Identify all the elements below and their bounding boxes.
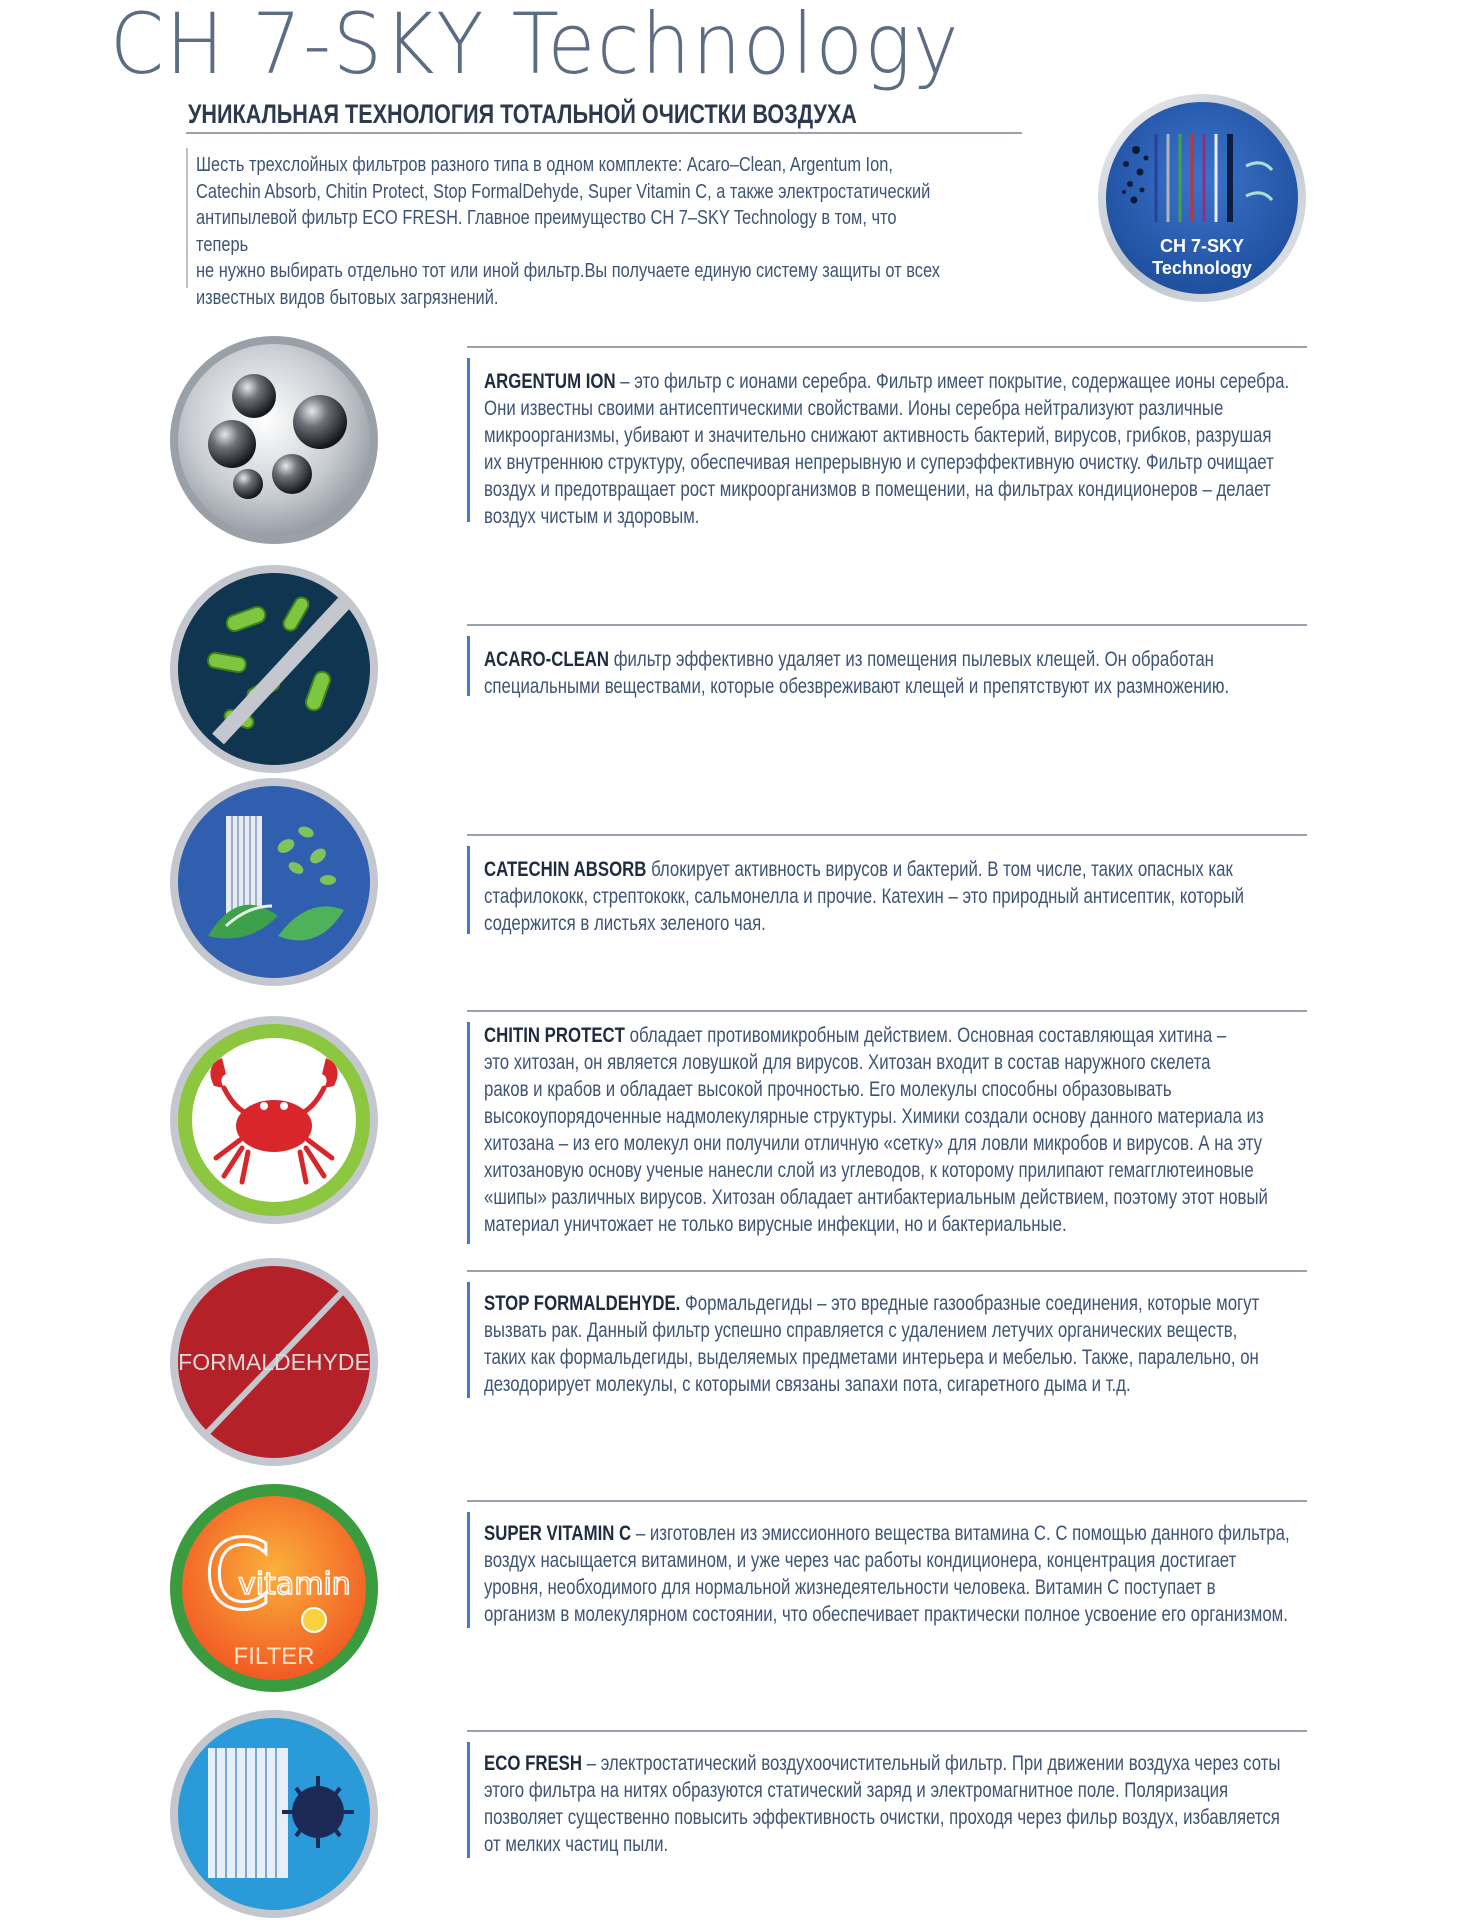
formaldehyde-crossed-icon xyxy=(168,1256,380,1468)
feature-keyword: ACARO-CLEAN xyxy=(484,648,610,671)
crab-icon xyxy=(168,1014,380,1226)
feature-keyword: STOP FORMALDEHYDE. xyxy=(484,1292,681,1315)
feature-argentum-ion: ARGENTUM ION – это фильтр с ионами серебра. Фильтр имеет покрытие, содержащее ионы серебра. Они известны своими антисептическими свойствами. Ионы серебра нейтрализуют различные микроорганизмы, убивают и значительно снижают активность бактерий, вирусов, грибков, разрушая их внутреннюю структуру, обеспечивая непрерывную и суперэффективную очистку. Фильтр очищает воздух и предотвращает рост микроорганизмов в помещении, на фильтрах кондиционеров – делает воздух чистым и здоровым. xyxy=(484,370,1290,528)
electrostatic-filter-icon xyxy=(168,1708,380,1920)
row-accent xyxy=(467,636,470,696)
formaldehyde-icon-label: FORMALDEHYDE xyxy=(178,1349,370,1375)
badge-line2: Technology xyxy=(1152,258,1252,278)
feature-keyword: SUPER VITAMIN C xyxy=(484,1522,632,1545)
row-accent xyxy=(467,1742,470,1858)
feature-stop-formaldehyde: STOP FORMALDEHYDE. Формальдегиды – это вредные газообразные соединения, которые могут вызвать рак. Данный фильтр успешно справляется с удалением летучих органических веществ, таких как формальдегиды, выделяемых предметами интерьера и мебелью. Также, паралельно, он дезодорирует молекулы, с которыми связаны запахи пота, сигаретного дыма и т.д. xyxy=(484,1292,1260,1396)
vitamin-word: vitamin xyxy=(238,1567,351,1602)
page-title: CH 7-SKY Technology xyxy=(110,0,961,93)
intro-paragraph xyxy=(196,152,948,311)
page-subtitle: УНИКАЛЬНАЯ ТЕХНОЛОГИЯ ТОТАЛЬНОЙ ОЧИСТКИ ВОЗДУХА xyxy=(188,99,857,129)
row-divider xyxy=(467,346,1307,348)
row-divider xyxy=(467,1730,1307,1732)
row-accent xyxy=(467,846,470,934)
feature-keyword: CATECHIN ABSORB xyxy=(484,858,647,881)
row-divider xyxy=(467,624,1307,626)
intro-line: антипылевой фильтр ECO FRESH. Главное преимущество CH 7–SKY Technology в том, что теперь xyxy=(196,206,897,256)
vitamin-c-icon xyxy=(168,1482,380,1694)
row-divider xyxy=(467,1270,1307,1272)
feature-keyword: ECO FRESH xyxy=(484,1752,583,1775)
badge-line1: CH 7-SKY xyxy=(1159,236,1245,256)
subtitle-divider xyxy=(186,132,1022,134)
row-accent xyxy=(467,1512,470,1628)
row-accent xyxy=(467,1022,470,1244)
feature-acaro-clean: ACARO-CLEAN фильтр эффективно удаляет из помещения пылевых клещей. Он обработан специальными веществами, которые обезвреживают клещей и препятствуют их размножению. xyxy=(484,648,1230,698)
feature-chitin-protect: CHITIN PROTECT обладает противомикробным действием. Основная составляющая хитина – это хитозан, он является ловушкой для вирусов. Хитозан входит в состав наружного скелета раков и крабов и обладает высокой прочностью. Его молекулы способны образовывать высокоупорядоченные надмолекулярные структуры. Химики создали основу данного материала из хитозана – из его молекул они получили отличную «сетку» для ловли микробов и вирусов. А на эту хитозановую основу ученые нанесли слой из углеводов, к которому прилипают гемагглютеиновые «шипы» различных вирусов. Хитозан обладает антибактериальным действием, поэтому этот новый материал уничтожает не только вирусные инфекции, но и бактериальные. xyxy=(484,1024,1268,1236)
row-divider xyxy=(467,1010,1307,1012)
row-divider xyxy=(467,834,1307,836)
silver-spheres-icon xyxy=(168,334,380,546)
intro-line: Шесть трехслойных фильтров разного типа в одном комплекте: Acaro–Clean, Argentum Ion, xyxy=(196,153,893,176)
leaf-filter-icon xyxy=(168,776,380,988)
intro-line: не нужно выбирать отдельно тот или иной фильтр.Вы получаете единую систему защиты от всех xyxy=(196,259,940,282)
row-divider xyxy=(467,1500,1307,1502)
feature-keyword: ARGENTUM ION xyxy=(484,370,616,393)
bacteria-crossed-icon xyxy=(168,563,380,775)
feature-keyword: CHITIN PROTECT xyxy=(484,1024,625,1047)
vitamin-letter: C xyxy=(204,1519,272,1631)
intro-line: Catechin Absorb, Chitin Protect, Stop FormalDehyde, Super Vitamin C, а также электростатический xyxy=(196,179,931,203)
ch7-sky-badge-icon xyxy=(1096,92,1308,304)
intro-line: известных видов бытовых загрязнений. xyxy=(196,285,499,309)
feature-catechin-absorb: CATECHIN ABSORB блокирует активность вирусов и бактерий. В том числе, таких опасных как стафилококк, стрептококк, сальмонелла и прочие. Катехин – это природный антисептик, который содержится в листьях зеленого чая. xyxy=(484,858,1245,935)
row-accent xyxy=(467,1282,470,1398)
feature-super-vitamin-c: SUPER VITAMIN C – изготовлен из эмиссионного вещества витамина С. С помощью данного фильтра, воздух насыщается витамином, и уже через час работы кондиционера, концентрация достигает уровня, необходимого для нормальной жизнедеятельности человека. Витамин С поступает в организм в молекулярном состоянии, что обеспечивает практически полное усвоение его организмом. xyxy=(484,1522,1290,1626)
vitamin-filter-label: FILTER xyxy=(233,1643,315,1670)
row-accent xyxy=(467,358,470,522)
feature-eco-fresh: ECO FRESH – электростатический воздухоочистительный фильтр. При движении воздуха через соты этого фильтра на нитях образуются статический заряд и электромагнитное поле. Поляризация позволяет существенно повысить эффективность очистки, проходя через фильр воздух, избавляется от мелких частиц пыли. xyxy=(484,1752,1281,1856)
